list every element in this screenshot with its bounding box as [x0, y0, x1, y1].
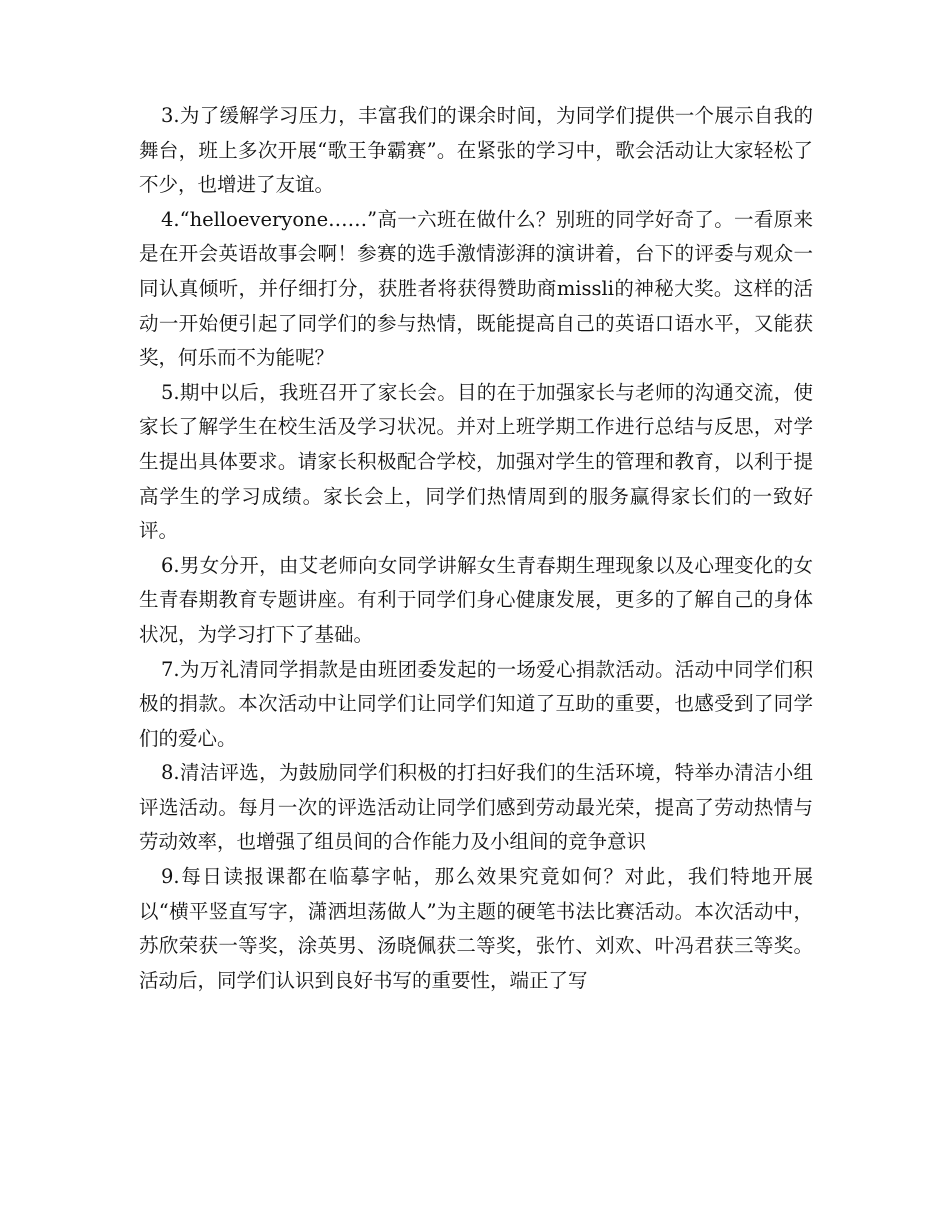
paragraph-4-english-story: 4.“helloeveryone……”高一六班在做什么？别班的同学好奇了。一看原来是在开会英语故事会啊！参赛的选手激情澎湃的演讲着，台下的评委与观众一同认真倾听，并仔细打分，获胜者将获得赞助商missli的神秘大奖。这样的活动一开始便引起了同学们的参与热情，既能提高自己的英语口语水平，又能获奖，何乐而不为能呢？ [139, 207, 813, 370]
paragraph-7-donation: 7.为万礼清同学捐款是由班团委发起的一场爱心捐款活动。活动中同学们积极的捐款。本次活动中让同学们让同学们知道了互助的重要，也感受到了同学们的爱心。 [139, 657, 813, 750]
paragraph-3-song-contest: 3.为了缓解学习压力，丰富我们的课余时间，为同学们提供一个展示自我的舞台，班上多次开展“歌王争霸赛”。在紧张的学习中，歌会活动让大家轻松了不少，也增进了友谊。 [139, 104, 813, 197]
paragraph-8-cleaning-contest: 8.清洁评选，为鼓励同学们积极的打扫好我们的生活环境，特举办清洁小组评选活动。每月一次的评选活动让同学们感到劳动最光荣，提高了劳动热情与劳动效率，也增强了组员间的合作能力及小组间的竞争意识 [139, 761, 813, 854]
paragraph-5-parent-meeting: 5.期中以后，我班召开了家长会。目的在于加强家长与老师的沟通交流，使家长了解学生在校生活及学习状况。并对上班学期工作进行总结与反思，对学生提出具体要求。请家长积极配合学校，加强对学生的管理和教育，以利于提高学生的学习成绩。家长会上，同学们热情周到的服务赢得家长们的一致好评。 [139, 380, 813, 543]
paragraph-9-calligraphy: 9.每日读报课都在临摹字帖，那么效果究竟如何？对此，我们特地开展以“横平竖直写字，潇洒坦荡做人”为主题的硬笔书法比赛活动。本次活动中，苏欣荣获一等奖，涂英男、汤晓佩获二等奖，张竹、刘欢、叶冯君获三等奖。活动后，同学们认识到良好书写的重要性，端正了写 [139, 865, 813, 992]
paragraph-6-health-lecture: 6.男女分开，由艾老师向女同学讲解女生青春期生理现象以及心理变化的女生青春期教育专题讲座。有利于同学们身心健康发展，更多的了解自己的身体状况，为学习打下了基础。 [139, 553, 813, 646]
document-page [139, 99, 813, 998]
